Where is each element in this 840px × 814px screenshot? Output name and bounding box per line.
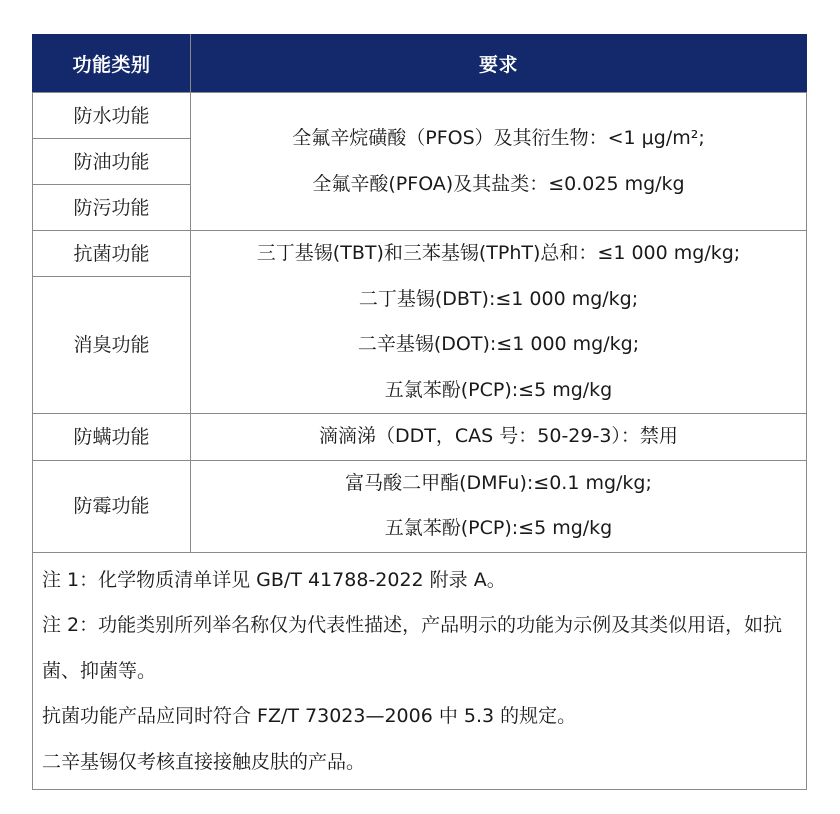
function-requirements-table bbox=[32, 34, 807, 790]
table-row bbox=[33, 93, 807, 139]
header-row bbox=[33, 35, 807, 93]
function-oilproof bbox=[33, 139, 191, 185]
note-2: 注 2：功能类别所列举名称仅为代表性描述，产品明示的功能为示例及其类似用语，如抗菌、抑菌等。 bbox=[42, 614, 783, 682]
function-antibacterial bbox=[33, 231, 191, 277]
function-label: 防螨功能 bbox=[73, 425, 150, 448]
requirement-line: 全氟辛烷磺酸（PFOS）及其衍生物：<1 μg/m²; bbox=[292, 127, 705, 149]
requirement-line: 富马酸二甲酯(DMFu):≤0.1 mg/kg; bbox=[345, 471, 652, 494]
function-deodorant bbox=[33, 277, 191, 414]
header-requirement: 要求 bbox=[191, 35, 807, 93]
table-row bbox=[33, 231, 807, 277]
table-row bbox=[33, 414, 807, 461]
requirement-line: 全氟辛酸(PFOA)及其盐类：≤0.025 mg/kg bbox=[312, 172, 685, 195]
function-label: 防污功能 bbox=[73, 196, 150, 219]
note-dioctyltin-scope: 二辛基锡仅考核直接接触皮肤的产品。 bbox=[42, 750, 366, 773]
requirement-cell-dmfu bbox=[191, 460, 807, 552]
requirement-line: 三丁基锡(TBT)和三苯基锡(TPhT)总和：≤1 000 mg/kg; bbox=[256, 242, 741, 264]
function-antimite bbox=[33, 414, 191, 461]
requirement-line: 五氯苯酚(PCP):≤5 mg/kg bbox=[384, 517, 613, 539]
function-antimold bbox=[33, 460, 191, 552]
function-label: 抗菌功能 bbox=[73, 242, 150, 265]
function-stainproof bbox=[33, 185, 191, 231]
function-label: 防水功能 bbox=[73, 104, 150, 127]
header-category: 功能类别 bbox=[33, 35, 191, 93]
requirement-cell-fluorinated bbox=[191, 93, 807, 231]
requirement-line: 二辛基锡(DOT):≤1 000 mg/kg; bbox=[357, 333, 640, 355]
function-waterproof bbox=[33, 93, 191, 139]
requirement-line: 滴滴涕（DDT，CAS 号：50-29-3）：禁用 bbox=[319, 425, 678, 447]
requirement-cell-ddt bbox=[191, 414, 807, 461]
notes-cell bbox=[33, 552, 807, 790]
requirement-line: 五氯苯酚(PCP):≤5 mg/kg bbox=[384, 378, 613, 401]
table-row bbox=[33, 460, 807, 552]
function-label: 消臭功能 bbox=[73, 334, 150, 357]
requirement-cell-organotin bbox=[191, 231, 807, 414]
note-antibacterial-standard: 抗菌功能产品应同时符合 FZ/T 73023—2006 中 5.3 的规定。 bbox=[42, 705, 577, 727]
notes-row bbox=[33, 552, 807, 790]
function-label: 防霉功能 bbox=[73, 495, 150, 517]
note-1: 注 1：化学物质清单详见 GB/T 41788-2022 附录 A。 bbox=[42, 568, 506, 591]
function-label: 防油功能 bbox=[73, 150, 150, 173]
requirement-line: 二丁基锡(DBT):≤1 000 mg/kg; bbox=[358, 287, 639, 310]
